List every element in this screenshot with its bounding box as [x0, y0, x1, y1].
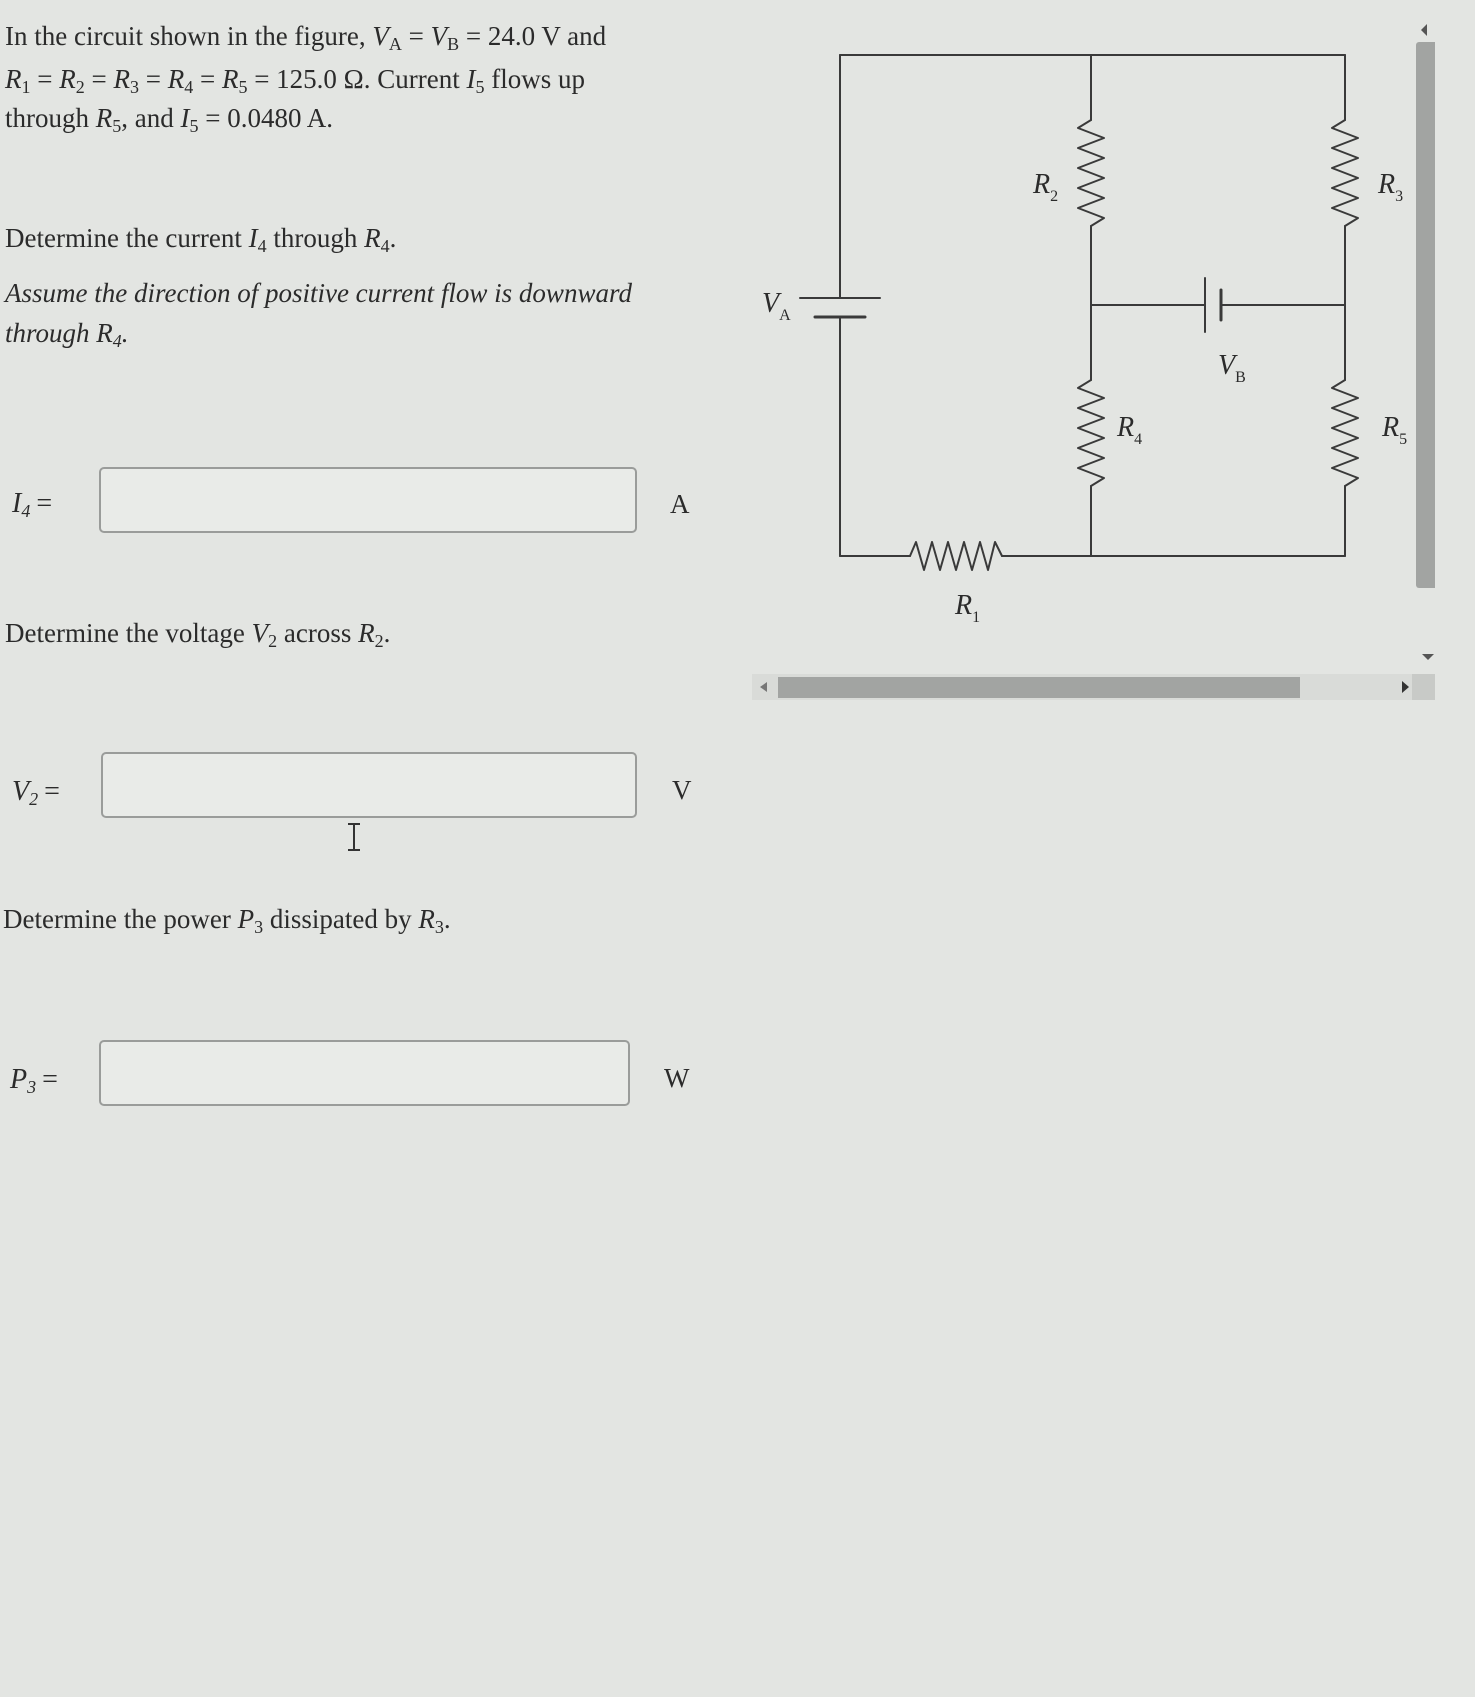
v2-label: $V_2$ =	[12, 776, 60, 809]
label-r2: $R_2$	[1033, 169, 1059, 205]
i4-label: $I_4$ =	[12, 488, 53, 521]
v2-unit: V	[672, 775, 692, 805]
q1-note-line-2: through $R_4$.	[5, 318, 129, 351]
vertical-scroll-thumb[interactable]	[1416, 42, 1435, 588]
p3-unit: W	[664, 1063, 690, 1093]
label-va: $V_A$	[762, 288, 791, 324]
q2-prompt: Determine the voltage $V_2$ across $R_2$.	[5, 618, 391, 651]
horizontal-scroll-thumb[interactable]	[778, 677, 1300, 698]
text-cursor-icon	[344, 822, 364, 852]
resistor-r2	[1078, 120, 1104, 226]
i4-answer-input[interactable]	[99, 467, 637, 533]
q3-prompt: Determine the power $P_3$ dissipated by $R_3$.	[3, 904, 451, 937]
problem-line-3: through $R_5$, and $I_5 = 0.0480$ A.	[5, 103, 333, 136]
i4-unit: A	[670, 489, 690, 519]
p3-label: $P_3$ =	[10, 1064, 58, 1097]
label-r3: $R_3$	[1378, 169, 1404, 205]
vertical-scrollbar[interactable]	[1416, 24, 1435, 660]
resistor-r3	[1332, 120, 1358, 226]
label-r4: $R_4$	[1117, 412, 1143, 448]
resistor-r4	[1078, 380, 1104, 486]
problem-line1-post: and	[560, 21, 607, 51]
problem-line2-post: Current $I_5$ flows up	[377, 64, 585, 97]
q1-note-line-1: Assume the direction of positive current flow is downward	[5, 278, 632, 308]
label-vb: $V_B$	[1218, 350, 1246, 386]
resistor-r1	[910, 542, 1002, 570]
problem-line1-math: $V_A = V_B = 24.0$ V	[372, 21, 561, 54]
v2-answer-input[interactable]	[101, 752, 637, 818]
label-r1: $R_1$	[955, 590, 981, 626]
problem-line2-math: $R_1 = R_2 = R_3 = R_4 = R_5 = 125.0$ Ω.	[5, 64, 371, 97]
resistor-r5	[1332, 380, 1358, 486]
scroll-corner	[1412, 674, 1435, 700]
problem-line-1	[5, 15, 606, 58]
scroll-down-icon[interactable]	[1422, 654, 1434, 660]
p3-answer-input[interactable]	[99, 1040, 630, 1106]
problem-line1-pre: In the circuit shown in the figure,	[5, 21, 373, 51]
circuit-diagram	[750, 10, 1435, 700]
label-r5: $R_5$	[1382, 412, 1408, 448]
q1-prompt: Determine the current $I_4$ through $R_4$.	[5, 223, 397, 256]
problem-line-2	[5, 58, 585, 101]
scroll-up-icon[interactable]	[1421, 24, 1427, 36]
horizontal-scrollbar[interactable]	[752, 674, 1435, 700]
